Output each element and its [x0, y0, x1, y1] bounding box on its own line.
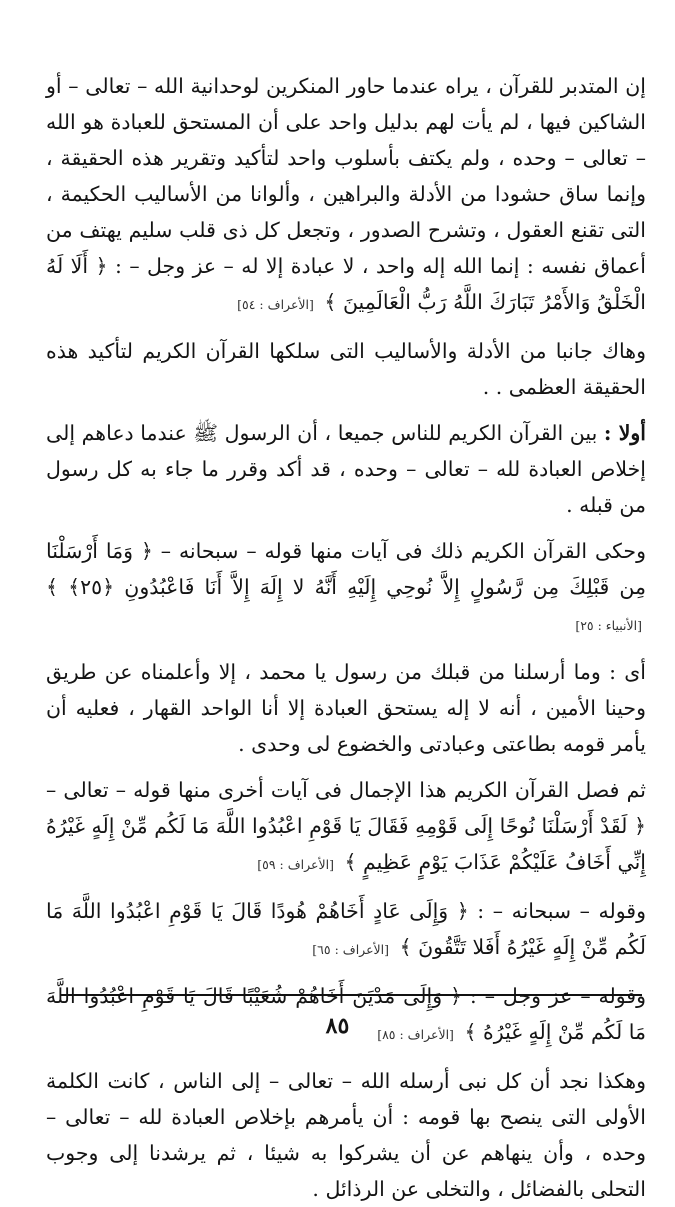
- verse-reference: [الأعراف : ٥٩]: [257, 857, 334, 872]
- paragraph-text: وهكذا نجد أن كل نبى أرسله الله – تعالى – إلى الناس ، كانت الكلمة الأولى التى ينصح بها قومه : أن يأمرهم بإخلاص العبادة لله – تعالى – وحده ، وأن ينهاهم عن أن يشركوا به شيئا ، ثم يرشدنا إلى وجوب التحلى بالفضائل ، والتخلى عن الرذائل .: [46, 1069, 646, 1201]
- verse-reference: [الأعراف : ٥٤]: [237, 297, 314, 312]
- paragraph-explanation: [46, 654, 646, 762]
- paragraph-nuh-verse: [46, 772, 646, 883]
- paragraph-conclusion: [46, 1063, 646, 1207]
- paragraph-text: وهاك جانبا من الأدلة والأساليب التى سلكها القرآن الكريم لتأكيد هذه الحقيقة العظمى . .: [46, 339, 646, 399]
- paragraph-text: وقوله – سبحانه – : ﴿ وَإِلَى عَادٍ أَخَاهُمْ هُودًا قَالَ يَا قَوْمِ اعْبُدُوا اللَّهَ مَا لَكُم مِّنْ إِلَهٍ غَيْرُهُ أَفَلا تَتَّقُونَ ﴾: [46, 899, 646, 959]
- paragraph-hud-verse: [46, 893, 646, 968]
- paragraph-transition: [46, 333, 646, 405]
- page-number: ٨٥: [325, 1013, 350, 1039]
- footer-divider: [60, 994, 642, 996]
- verse-reference: [الأعراف : ٨٥]: [377, 1027, 454, 1042]
- paragraph-first-point: [46, 415, 646, 523]
- paragraph-text: إن المتدبر للقرآن ، يراه عندما حاور المنكرين لوحدانية الله – تعالى – أو الشاكين فيها ، لم يأت لهم بدليل واحد على أن المستحق للعبادة هو الله – تعالى – وحده ، ولم يكتف بأسلوب واحد لتأكيد وتقرير هذه الحقيقة ، وإنما ساق حشودا من الأدلة والبراهين ، وألوانا من الأساليب الحكيمة ، التى تقنع العقول ، وتشرح الصدور ، وتجعل كل ذى قلب سليم يهتف من أعماق نفسه : إنما الله إله واحد ، لا عبادة إلا له – عز وجل – : ﴿ أَلَا لَهُ الْخَلْقُ وَالأَمْرُ تَبَارَكَ اللَّهُ رَبُّ الْعَالَمِينَ ﴾: [46, 74, 646, 314]
- verse-reference: [الأعراف : ٦٥]: [312, 942, 390, 957]
- paragraph-anbiya-verse: [46, 533, 646, 644]
- point-lead: أولا :: [603, 421, 646, 445]
- paragraph-text: بين القرآن الكريم للناس جميعا ، أن الرسول ﷺ عندما دعاهم إلى إخلاص العبادة لله – تعالى – وحده ، قد أكد وقرر ما جاء به كل رسول من قبله .: [46, 421, 646, 517]
- paragraph-text: وقوله – عز وجل – : ﴿ وَإِلَى مَدْيَنَ أَخَاهُمْ شُعَيْبًا قَالَ يَا قَوْمِ اعْبُدُوا اللَّهَ مَا لَكُم مِّنْ إِلَهٍ غَيْرُهُ ﴾: [46, 984, 646, 1044]
- paragraph-text: ثم فصل القرآن الكريم هذا الإجمال فى آيات أخرى منها قوله – تعالى – ﴿ لَقَدْ أَرْسَلْنَا نُوحًا إِلَى قَوْمِهِ فَقَالَ يَا قَوْمِ اعْبُدُوا اللَّهَ مَا لَكُم مِّنْ إِلَهٍ غَيْرُهُ إِنِّي أَخَافُ عَلَيْكُمْ عَذَابَ يَوْمٍ عَظِيمٍ ﴾: [46, 778, 646, 874]
- verse-reference: [الأنبياء : ٢٥]: [575, 618, 642, 633]
- paragraph-text: وحكى القرآن الكريم ذلك فى آيات منها قوله – سبحانه – ﴿ وَمَا أَرْسَلْنَا مِن قَبْلِكَ مِن رَّسُولٍ إِلاَّ نُوحِي إِلَيْهِ أَنَّهُ لا إِلَهَ إِلاَّ أَنَا فَاعْبُدُونِ ﴿٢٥﴾ ﴾: [46, 539, 646, 599]
- paragraph-text: أى : وما أرسلنا من قبلك من رسول يا محمد ، إلا وأعلمناه عن طريق وحينا الأمين ، أنه لا إله يستحق العبادة إلا أنا الواحد القهار ، فعليه أن يأمر قومه بطاعتى وعبادتى والخضوع لى وحدى .: [46, 660, 646, 756]
- paragraph-intro: [46, 68, 646, 323]
